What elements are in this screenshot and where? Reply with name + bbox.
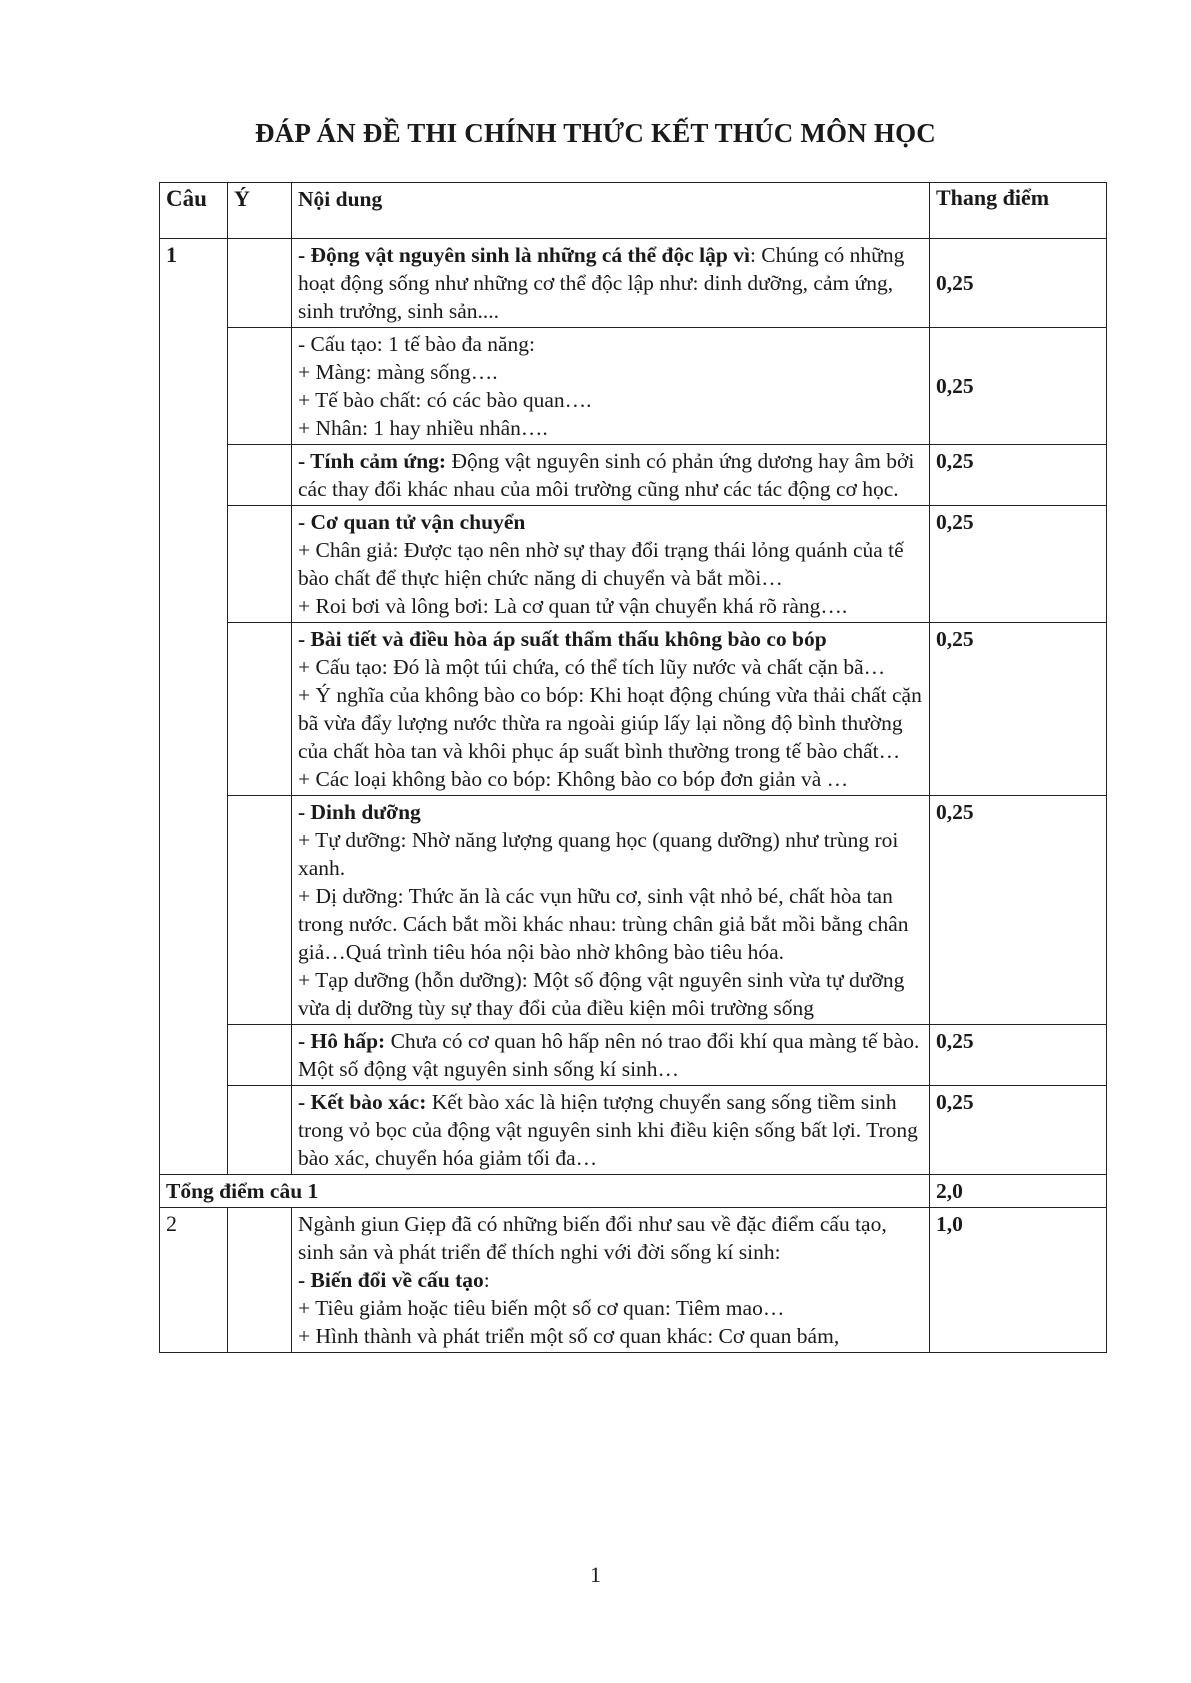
- content-text: :: [483, 1268, 490, 1292]
- y-cell: [228, 506, 292, 623]
- answer-content: [292, 445, 930, 506]
- content-bold: - Tính cảm ứng:: [298, 449, 447, 473]
- total-label: Tổng điểm câu 1: [160, 1175, 930, 1208]
- content-bold: - Biến đổi về cấu tạo: [298, 1268, 484, 1292]
- question-1-total: [160, 1175, 1107, 1208]
- answer-content: [292, 506, 930, 623]
- content-text: + Hình thành và phát triển một số cơ quan khác: Cơ quan bám,: [298, 1324, 840, 1348]
- content-text: + Nhân: 1 hay nhiều nhân….: [298, 416, 548, 440]
- header-y: Ý: [228, 183, 292, 239]
- content-line: [298, 1266, 923, 1294]
- answer-table: [159, 182, 1107, 1353]
- page-number: 1: [590, 1562, 601, 1587]
- question-2-body: [160, 1208, 1107, 1353]
- content-line: [298, 765, 923, 793]
- content-text: Chưa có cơ quan hô hấp nên nó trao đổi khí qua màng tế bào. Một số động vật nguyên sinh sống kí sinh…: [298, 1029, 920, 1081]
- answer-content: [292, 1208, 930, 1353]
- content-bold: - Động vật nguyên sinh là những cá thể độc lập vì: [298, 243, 750, 267]
- score-cell: 1,0: [930, 1208, 1107, 1353]
- score-cell: 0,25: [930, 796, 1107, 1025]
- table-row: [160, 1086, 1107, 1175]
- content-bold: - Kết bào xác:: [298, 1090, 427, 1114]
- content-line: [298, 241, 923, 325]
- table-row: [160, 506, 1107, 623]
- y-cell: [228, 796, 292, 1025]
- score-cell: 0,25: [930, 623, 1107, 796]
- content-line: [298, 386, 923, 414]
- header-cau: Câu: [160, 183, 228, 239]
- content-line: [298, 1294, 923, 1322]
- table-row: [160, 1208, 1107, 1353]
- table-row: [160, 328, 1107, 445]
- answer-content: [292, 623, 930, 796]
- content-line: [298, 592, 923, 620]
- table-row: [160, 623, 1107, 796]
- question-number: 1: [160, 239, 228, 1175]
- content-text: Ngành giun Giẹp đã có những biến đổi như sau về đặc điểm cấu tạo, sinh sản và phát triển để thích nghi với đời sống kí sinh:: [298, 1212, 887, 1264]
- answer-content: [292, 1086, 930, 1175]
- answer-content: [292, 239, 930, 328]
- score-cell: 0,25: [930, 445, 1107, 506]
- table-row: [160, 1025, 1107, 1086]
- content-text: + Ý nghĩa của không bào co bóp: Khi hoạt động chúng vừa thải chất cặn bã vừa đẩy lượng nước thừa ra ngoài giúp lấy lại nồng độ bình thường của chất hòa tan và khôi phục áp suất bình thường trong tế bào chất…: [298, 683, 922, 763]
- content-line: [298, 798, 923, 826]
- answer-content: [292, 328, 930, 445]
- content-line: [298, 330, 923, 358]
- content-line: [298, 1027, 923, 1083]
- score-cell: 0,25: [930, 1025, 1107, 1086]
- content-line: [298, 1088, 923, 1172]
- content-text: + Dị dưỡng: Thức ăn là các vụn hữu cơ, sinh vật nhỏ bé, chất hòa tan trong nước. Cách bắt mồi khác nhau: trùng chân giả bắt mồi bằng chân giả…Quá trình tiêu hóa nội bào nhờ không bào tiêu hóa.: [298, 884, 909, 964]
- content-line: [298, 681, 923, 765]
- content-text: : Chúng có những hoạt động sống như những cơ thể độc lập như: dinh dưỡng, cảm ứng, sinh trưởng, sinh sản....: [298, 243, 905, 323]
- table-header-row: [160, 183, 1107, 239]
- content-line: [298, 414, 923, 442]
- content-text: + Tạp dưỡng (hỗn dưỡng): Một số động vật nguyên sinh vừa tự dưỡng vừa dị dưỡng tùy sự thay đổi của điều kiện môi trường sống: [298, 968, 905, 1020]
- answer-content: [292, 796, 930, 1025]
- content-line: [298, 447, 923, 503]
- question-1-body: [160, 239, 1107, 1175]
- content-line: [298, 508, 923, 536]
- question-number: 2: [160, 1208, 228, 1353]
- content-line: [298, 882, 923, 966]
- content-line: [298, 625, 923, 653]
- y-cell: [228, 1086, 292, 1175]
- content-bold: - Bài tiết và điều hòa áp suất thẩm thấu không bào co bóp: [298, 627, 827, 651]
- content-text: + Tự dưỡng: Nhờ năng lượng quang học (quang dưỡng) như trùng roi xanh.: [298, 828, 899, 880]
- y-cell: [228, 328, 292, 445]
- total-row: [160, 1175, 1107, 1208]
- content-bold: - Hô hấp:: [298, 1029, 386, 1053]
- score-cell: 0,25: [930, 1086, 1107, 1175]
- content-text: Động vật nguyên sinh có phản ứng dương hay âm bởi các thay đổi khác nhau của môi trường cũng như các tác động cơ học.: [298, 449, 915, 501]
- answer-content: [292, 1025, 930, 1086]
- content-text: + Các loại không bào co bóp: Không bào co bóp đơn giản và …: [298, 767, 849, 791]
- content-line: [298, 966, 923, 1022]
- y-cell: [228, 1208, 292, 1353]
- content-line: [298, 536, 923, 592]
- table-row: [160, 239, 1107, 328]
- header-score: Thang điểm: [930, 183, 1107, 239]
- total-score: 2,0: [930, 1175, 1107, 1208]
- content-bold: - Dinh dưỡng: [298, 800, 421, 824]
- y-cell: [228, 1025, 292, 1086]
- content-text: + Roi bơi và lông bơi: Là cơ quan tử vận chuyển khá rõ ràng….: [298, 594, 848, 618]
- page-title: ĐÁP ÁN ĐỀ THI CHÍNH THỨC KẾT THÚC MÔN HỌC: [254, 118, 937, 148]
- content-text: + Cấu tạo: Đó là một túi chứa, có thể tích lũy nước và chất cặn bã…: [298, 655, 886, 679]
- content-text: + Chân giả: Được tạo nên nhờ sự thay đổi trạng thái lỏng quánh của tế bào chất để thực hiện chức năng di chuyển và bắt mồi…: [298, 538, 904, 590]
- content-text: + Màng: màng sống….: [298, 360, 498, 384]
- content-line: [298, 358, 923, 386]
- y-cell: [228, 239, 292, 328]
- content-text: + Tiêu giảm hoặc tiêu biến một số cơ quan: Tiêm mao…: [298, 1296, 785, 1320]
- table-row: [160, 445, 1107, 506]
- header-content: Nội dung: [292, 183, 930, 239]
- content-text: + Tế bào chất: có các bào quan….: [298, 388, 592, 412]
- content-line: [298, 653, 923, 681]
- y-cell: [228, 445, 292, 506]
- table-row: [160, 796, 1107, 1025]
- content-line: [298, 826, 923, 882]
- content-bold: - Cơ quan tử vận chuyển: [298, 510, 526, 534]
- score-cell: 0,25: [930, 328, 1107, 445]
- score-cell: 0,25: [930, 506, 1107, 623]
- content-text: Kết bào xác là hiện tượng chuyển sang sống tiềm sinh trong vỏ bọc của động vật nguyên sinh khi điều kiện sống bất lợi. Trong bào xác, chuyển hóa giảm tối đa…: [298, 1090, 918, 1170]
- score-cell: 0,25: [930, 239, 1107, 328]
- content-line: [298, 1210, 923, 1266]
- content-line: [298, 1322, 923, 1350]
- y-cell: [228, 623, 292, 796]
- content-text: - Cấu tạo: 1 tế bào đa năng:: [298, 332, 536, 356]
